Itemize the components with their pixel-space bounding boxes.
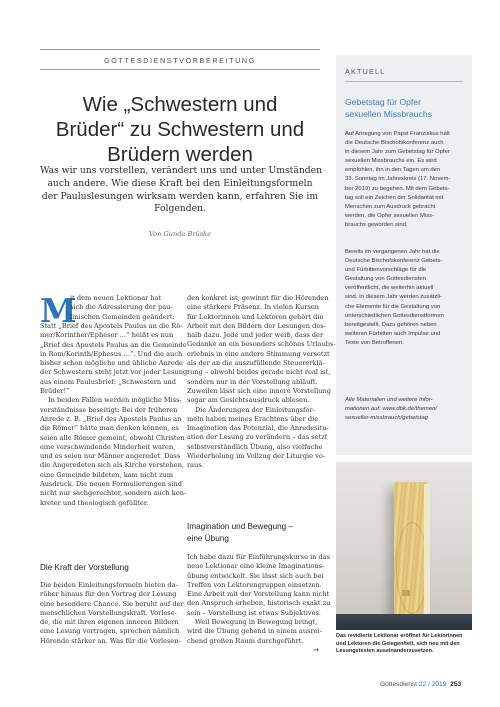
sidebar-line: tag soll ein Zeichen der Solidarität mit bbox=[345, 194, 444, 201]
header-rule-top bbox=[40, 49, 320, 50]
sidebar-line: 33. Sonntag im Jahreskreis (17. Novem- bbox=[345, 176, 451, 183]
section-heading-vorstellung bbox=[40, 562, 129, 574]
title-line: Brüder“ zu Schwestern und bbox=[55, 118, 305, 141]
sidebar-line: Menschen zum Ausdruck gebracht bbox=[345, 203, 436, 210]
lead-line: der Pauluslesungen wirksam werden kann, erfahren Sie im bbox=[41, 190, 319, 202]
author-byline: Von Gunda Brüske bbox=[148, 230, 211, 238]
text-line: Die Änderungen der Einleitungsfor- bbox=[195, 405, 315, 414]
text-line: chend großen Raum durchgeführt. bbox=[187, 636, 304, 645]
text-line: übung entwickelt. Sie lässt sich auch bei bbox=[187, 571, 324, 580]
lead-line: Was wir uns vorstellen, verändert uns und unter Umständen bbox=[40, 165, 322, 176]
text-line: eine stärkere Präsenz. In vielen Kursen bbox=[187, 303, 319, 312]
text-line: in Rom/Korinth/Ephesus …“. Und die auch bbox=[40, 349, 183, 358]
title-line: Wie „Schwestern und bbox=[82, 93, 278, 116]
text-line: eine Lesung vortragen, sprechen nämlich bbox=[40, 627, 180, 636]
sidebar-title bbox=[345, 97, 432, 120]
sidebar-line: sind. In diesem Jahr werden zusätzli- bbox=[345, 294, 442, 301]
sidebar-line: empfohlen, ihn in den Tagen um den bbox=[345, 167, 441, 174]
text-line: In beiden Fällen werden mögliche Miss- bbox=[48, 396, 182, 405]
text-line: verständnisse beseitigt: Bei der früheren bbox=[40, 405, 178, 414]
sidebar-paragraph-1 bbox=[345, 130, 450, 230]
text-line: eine besondere Chance. Sie beruht auf der bbox=[40, 599, 184, 608]
text-line: sondern nur in der Vorstellung abläuft. bbox=[187, 377, 318, 386]
text-line: menschlichen Vorstellungskraft. Vorlese- bbox=[40, 608, 177, 617]
sidebar-line: unterschiedlichen Gottesdienstformen bbox=[345, 312, 444, 319]
text-line: eine verschwindende Minderheit waren, bbox=[40, 442, 176, 451]
text-line: Arbeit mit den Bildern der Lesungen des- bbox=[187, 321, 326, 330]
text-line: rüber hinaus für den Vortrag der Lesung bbox=[40, 590, 177, 599]
text-line: und es seien nur Männer angeredet. Dass bbox=[40, 452, 181, 461]
text-line: aus einem Paulusbrief: „Schwestern und bbox=[40, 377, 176, 386]
sidebar-line: die Deutsche Bischofskonferenz auch bbox=[345, 140, 444, 147]
text-line: als der an die auszufüllende Steuererklä- bbox=[187, 359, 325, 368]
lead-line: Folgenden. bbox=[154, 203, 206, 215]
text-line: Gedanke an ein besonders schönes Urlaubs- bbox=[187, 340, 336, 349]
text-line: bisher schon mögliche und übliche Anrede bbox=[40, 359, 183, 368]
page-footer bbox=[380, 681, 461, 688]
text-line: Ausdruck. Die neuen Formulierungen sind bbox=[40, 480, 182, 489]
text-line: Wiederholung im Vollzug der Liturgie vo- bbox=[187, 452, 326, 461]
text-line: sogar am Gesichtsausdruck ablesen. bbox=[187, 396, 310, 405]
text-line: kreter und theologisch gefüllter. bbox=[40, 498, 149, 507]
text-line: eine Gemeinde bildeten, kam nicht zum bbox=[40, 470, 173, 479]
sidebar-line: und Fürbittenvorschläge für die bbox=[345, 267, 427, 274]
sidebar-line: bereitgestellt. Dazu gehören neben bbox=[345, 321, 437, 328]
sidebar-line: Bereits im vergangenen Jahr hat die bbox=[345, 249, 440, 255]
text-line: Eine Arbeit mit der Vorstellung kann nicht bbox=[187, 590, 330, 599]
caption-line: Das revidierte Lektionar eröffnet für Lektorinnen bbox=[336, 633, 463, 639]
sidebar-line: weiteren Fürbitten auch Impulse und bbox=[345, 330, 441, 337]
sidebar-line: ber 2019) zu begehen. Mit dem Gebets- bbox=[345, 185, 450, 192]
text-line: die Angeredeten sich als Kirche verstehen, bbox=[40, 461, 184, 470]
article-lead bbox=[40, 165, 320, 216]
text-line: Hörende stärker an. Was für die Vorlesen- bbox=[40, 636, 181, 645]
title-line: Brüdern werden bbox=[107, 143, 253, 166]
book-spine-label bbox=[402, 590, 410, 596]
body-col2 bbox=[187, 294, 335, 471]
text-line: Ich habe dazu für Einführungskurse in das bbox=[187, 553, 331, 561]
section-heading-imagination bbox=[187, 521, 293, 544]
sidebar-line: veröffentlicht, die weiterhin aktuell bbox=[345, 285, 434, 292]
text-line: Statt „Brief des Apostels Paulus an die Rö- bbox=[40, 322, 183, 330]
table-surface bbox=[336, 614, 472, 630]
sidebar-line: in diesem Jahr zum Gebetstag für Opfer bbox=[345, 149, 450, 156]
text-line: Treffen von Lektorengruppen einsetzen. bbox=[187, 580, 322, 589]
body-col1 bbox=[40, 322, 187, 508]
body-col2-part2 bbox=[187, 553, 330, 646]
lead-line: auch andere. Wie diese Kraft bei den Einleitungsformeln bbox=[47, 177, 313, 189]
sidebar-rule bbox=[345, 81, 463, 82]
heading-line: eine Übung bbox=[187, 533, 229, 543]
lectionary-photo bbox=[336, 462, 472, 630]
sidebar-line: Alle Materialien und weitere Infor- bbox=[345, 397, 433, 403]
text-line: Weil Bewegung in Bewegung bringt, bbox=[195, 618, 318, 627]
caption-line: Lesungstexten auseinanderzusetzen. bbox=[336, 648, 434, 655]
text-line: Die beiden Einleitungsformeln bieten da- bbox=[40, 581, 178, 589]
text-line: raus. bbox=[187, 461, 204, 470]
article-title bbox=[40, 92, 320, 167]
text-line: meln haben meines Erachtens über die bbox=[187, 414, 319, 423]
sidebar-line: che Elemente für die Gestaltung von bbox=[345, 303, 441, 310]
text-line: rung – obwohl beides gerade nicht real ist, bbox=[187, 368, 331, 377]
photo-caption bbox=[336, 633, 463, 656]
issue-number: 22 / 2019 bbox=[418, 681, 447, 688]
text-line: der Schwestern steht jetzt vor jeder Lesung bbox=[40, 368, 188, 377]
text-line: Imagination das Potenzial, die Anredesitu- bbox=[187, 424, 329, 433]
publication-name: Gottesdienst bbox=[380, 681, 418, 688]
section-kicker: GOTTESDIENSTVORBEREITUNG bbox=[104, 56, 256, 65]
text-line: für Lektorinnen und Lektoren gehört die bbox=[187, 312, 324, 321]
sidebar-line: sexuellen Missbrauchs ein. Es wird bbox=[345, 158, 437, 165]
text-line: „Brief des Apostels Paulus an die Gemeinde bbox=[40, 340, 187, 349]
drop-cap: M bbox=[40, 291, 77, 330]
text-line: de, die mit ihren eigenen inneren Bildern bbox=[40, 618, 179, 627]
text-line: die Römer“ hätte man denken können, es bbox=[40, 424, 179, 433]
text-line: sein – Vorstellung ist etwas Subjektives. bbox=[187, 608, 322, 617]
body-col1-intro bbox=[70, 294, 175, 322]
sidebar-materials-link bbox=[345, 396, 437, 423]
sidebar-tag: AKTUELL bbox=[345, 67, 386, 76]
sidebar-line: werden, die Opfer sexuellen Miss- bbox=[345, 212, 435, 219]
text-line: Brüder!“ bbox=[40, 387, 70, 396]
text-line: ation der Lesung zu verändern – das setzt bbox=[187, 433, 328, 442]
text-line: Zuweilen lässt sich eine innere Vorstellung bbox=[187, 386, 331, 395]
sidebar-line: sexueller-missbrauch/gebetstag bbox=[345, 415, 429, 422]
text-line: neue Lektionar eine kleine Imaginations- bbox=[187, 562, 325, 571]
text-line: it dem neuen Lektionar hat bbox=[70, 294, 162, 302]
sidebar-line: Texte von Betroffenen. bbox=[345, 339, 404, 346]
book-page-edge bbox=[424, 484, 430, 624]
page-number: 253 bbox=[450, 681, 462, 688]
text-line: den Anspruch erheben, historisch exakt zu bbox=[187, 599, 331, 608]
text-line: den konkret ist, gewinnt für die Hörenden bbox=[187, 294, 329, 302]
text-line: Anrede z. B. „Brief des Apostels Paulus an bbox=[40, 414, 182, 423]
text-line: mer/Korinther/Epheser …“ heißt es nun bbox=[40, 331, 174, 340]
body-col1-part2 bbox=[40, 581, 184, 646]
header-rule-bottom bbox=[40, 69, 320, 70]
sidebar-title-line: sexuellen Missbrauchs bbox=[345, 108, 432, 119]
sidebar-line: mationen auf: www.dbk.de/themen/ bbox=[345, 406, 438, 413]
sidebar-line: brauchs geworden sind. bbox=[345, 221, 408, 228]
text-line: sich die Adressierung der pau- bbox=[70, 303, 173, 312]
text-line: seien alle Römer gemeint, obwohl Christen bbox=[40, 433, 185, 442]
text-line: linischen Gemeinden geändert: bbox=[70, 312, 175, 321]
heading-line: Imagination und Bewegung – bbox=[187, 522, 294, 531]
caption-line: und Lektoren die Gelegenheit, sich neu mit den bbox=[336, 640, 460, 647]
continue-arrow-icon: → bbox=[313, 646, 319, 654]
text-line: halb dazu. Jede und jeder weiß, dass der bbox=[187, 331, 324, 340]
text-line: wird die Übung gehend in einem ausrei- bbox=[187, 627, 322, 636]
text-line: nicht nur sachgerechter, sondern auch kon- bbox=[40, 489, 187, 498]
sidebar-paragraph-2 bbox=[345, 248, 444, 348]
heading-line: Die Kraft der Vorstellung bbox=[40, 563, 129, 572]
sidebar-line: Deutsche Bischofskonferenz Gebets- bbox=[345, 258, 443, 265]
sidebar-title-line: Gebetstag für Opfer bbox=[345, 97, 421, 107]
sidebar-line: Gestaltung von Gottesdiensten bbox=[345, 276, 426, 283]
text-line: selbstverständlich Übung, also vielfache bbox=[187, 442, 323, 451]
sidebar-line: Auf Anregung von Papst Franziskus hält bbox=[345, 131, 450, 137]
text-line: erlebnis in eine andere Stimmung versetzt bbox=[187, 349, 330, 358]
